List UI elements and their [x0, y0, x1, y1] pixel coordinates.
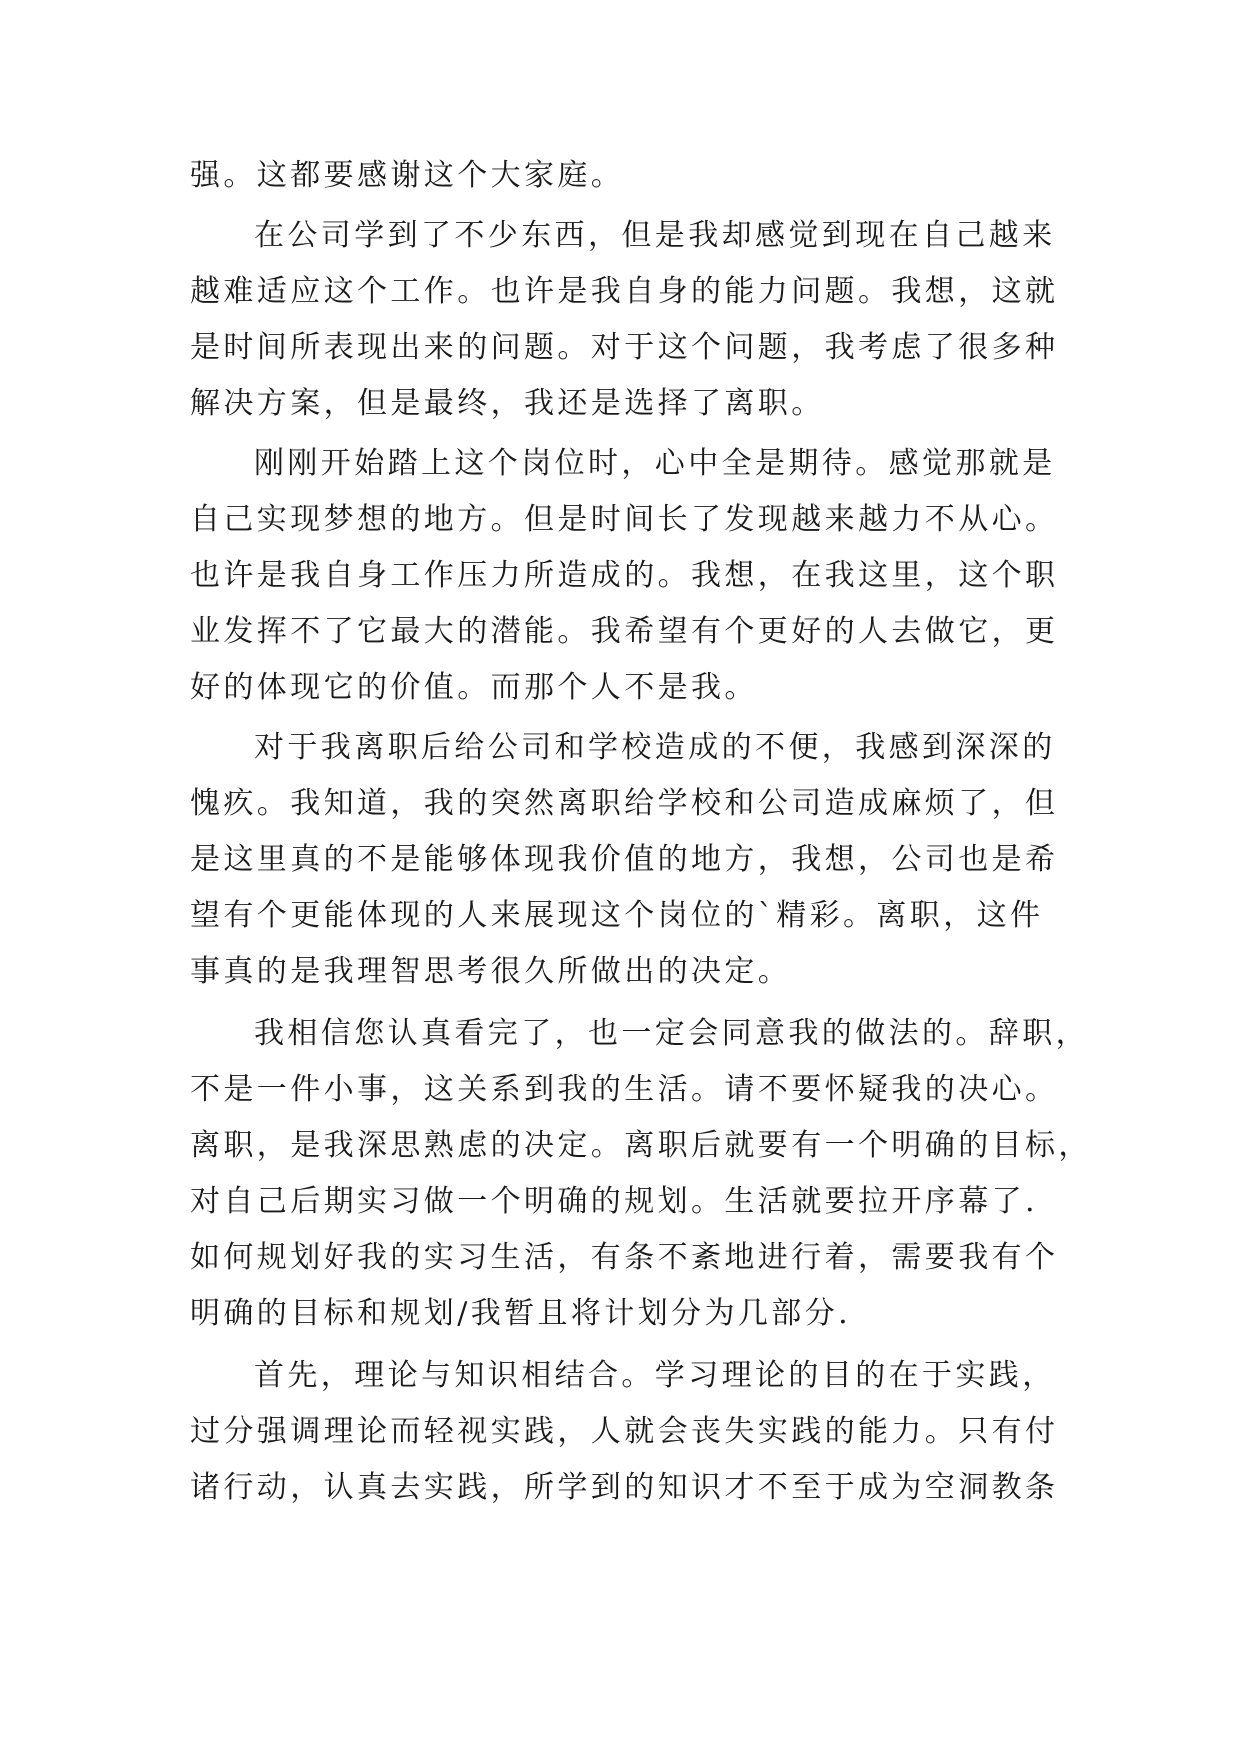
- text-line: 强。这都要感谢这个大家庭。: [190, 158, 625, 193]
- text-line: 如何规划好我的实习生活，有条不紊地进行着，需要我有个: [190, 1240, 1059, 1275]
- text-line: 自己实现梦想的地方。但是时间长了发现越来越力不从心。: [190, 502, 1059, 537]
- text-line: 过分强调理论而轻视实践，人就会丧失实践的能力。只有付: [190, 1414, 1059, 1449]
- paragraph-first-line: 刚刚开始踏上这个岗位时，心中全是期待。感觉那就是: [254, 446, 1056, 481]
- text-line: 事真的是我理智思考很久所做出的决定。: [190, 954, 792, 989]
- text-line: 愧疚。我知道，我的突然离职给学校和公司造成麻烦了，但: [190, 786, 1059, 821]
- text-line: 好的体现它的价值。而那个人不是我。: [190, 670, 758, 705]
- text-line: 明确的目标和规划/我暂且将计划分为几部分.: [190, 1296, 852, 1331]
- text-line: 解决方案，但是最终，我还是选择了离职。: [190, 386, 825, 421]
- text-line: 离职，是我深思熟虑的决定。离职后就要有一个明确的目标，: [190, 1128, 1092, 1163]
- text-line: 是时间所表现出来的问题。对于这个问题，我考虑了很多种: [190, 330, 1059, 365]
- text-line: 不是一件小事，这关系到我的生活。请不要怀疑我的决心。: [190, 1072, 1059, 1107]
- text-line: 是这里真的不是能够体现我价值的地方，我想，公司也是希: [190, 842, 1059, 877]
- text-line: 业发挥不了它最大的潜能。我希望有个更好的人去做它，更: [190, 614, 1059, 649]
- paragraph-first-line: 我相信您认真看完了，也一定会同意我的做法的。辞职，: [254, 1016, 1089, 1051]
- paragraph-first-line: 对于我离职后给公司和学校造成的不便，我感到深深的: [254, 730, 1056, 765]
- text-line: 越难适应这个工作。也许是我自身的能力问题。我想，这就: [190, 274, 1059, 309]
- text-line: 对自己后期实习做一个明确的规划。生活就要拉开序幕了.: [190, 1184, 1038, 1219]
- text-line: 诸行动，认真去实践，所学到的知识才不至于成为空洞教条: [190, 1470, 1059, 1505]
- text-line: 望有个更能体现的人来展现这个岗位的`精彩。离职，这件: [190, 898, 1044, 933]
- text-line: 也许是我自身工作压力所造成的。我想，在我这里，这个职: [190, 558, 1059, 593]
- paragraph-first-line: 在公司学到了不少东西，但是我却感觉到现在自己越来: [254, 218, 1056, 253]
- paragraph-first-line: 首先，理论与知识相结合。学习理论的目的在于实践，: [254, 1358, 1056, 1393]
